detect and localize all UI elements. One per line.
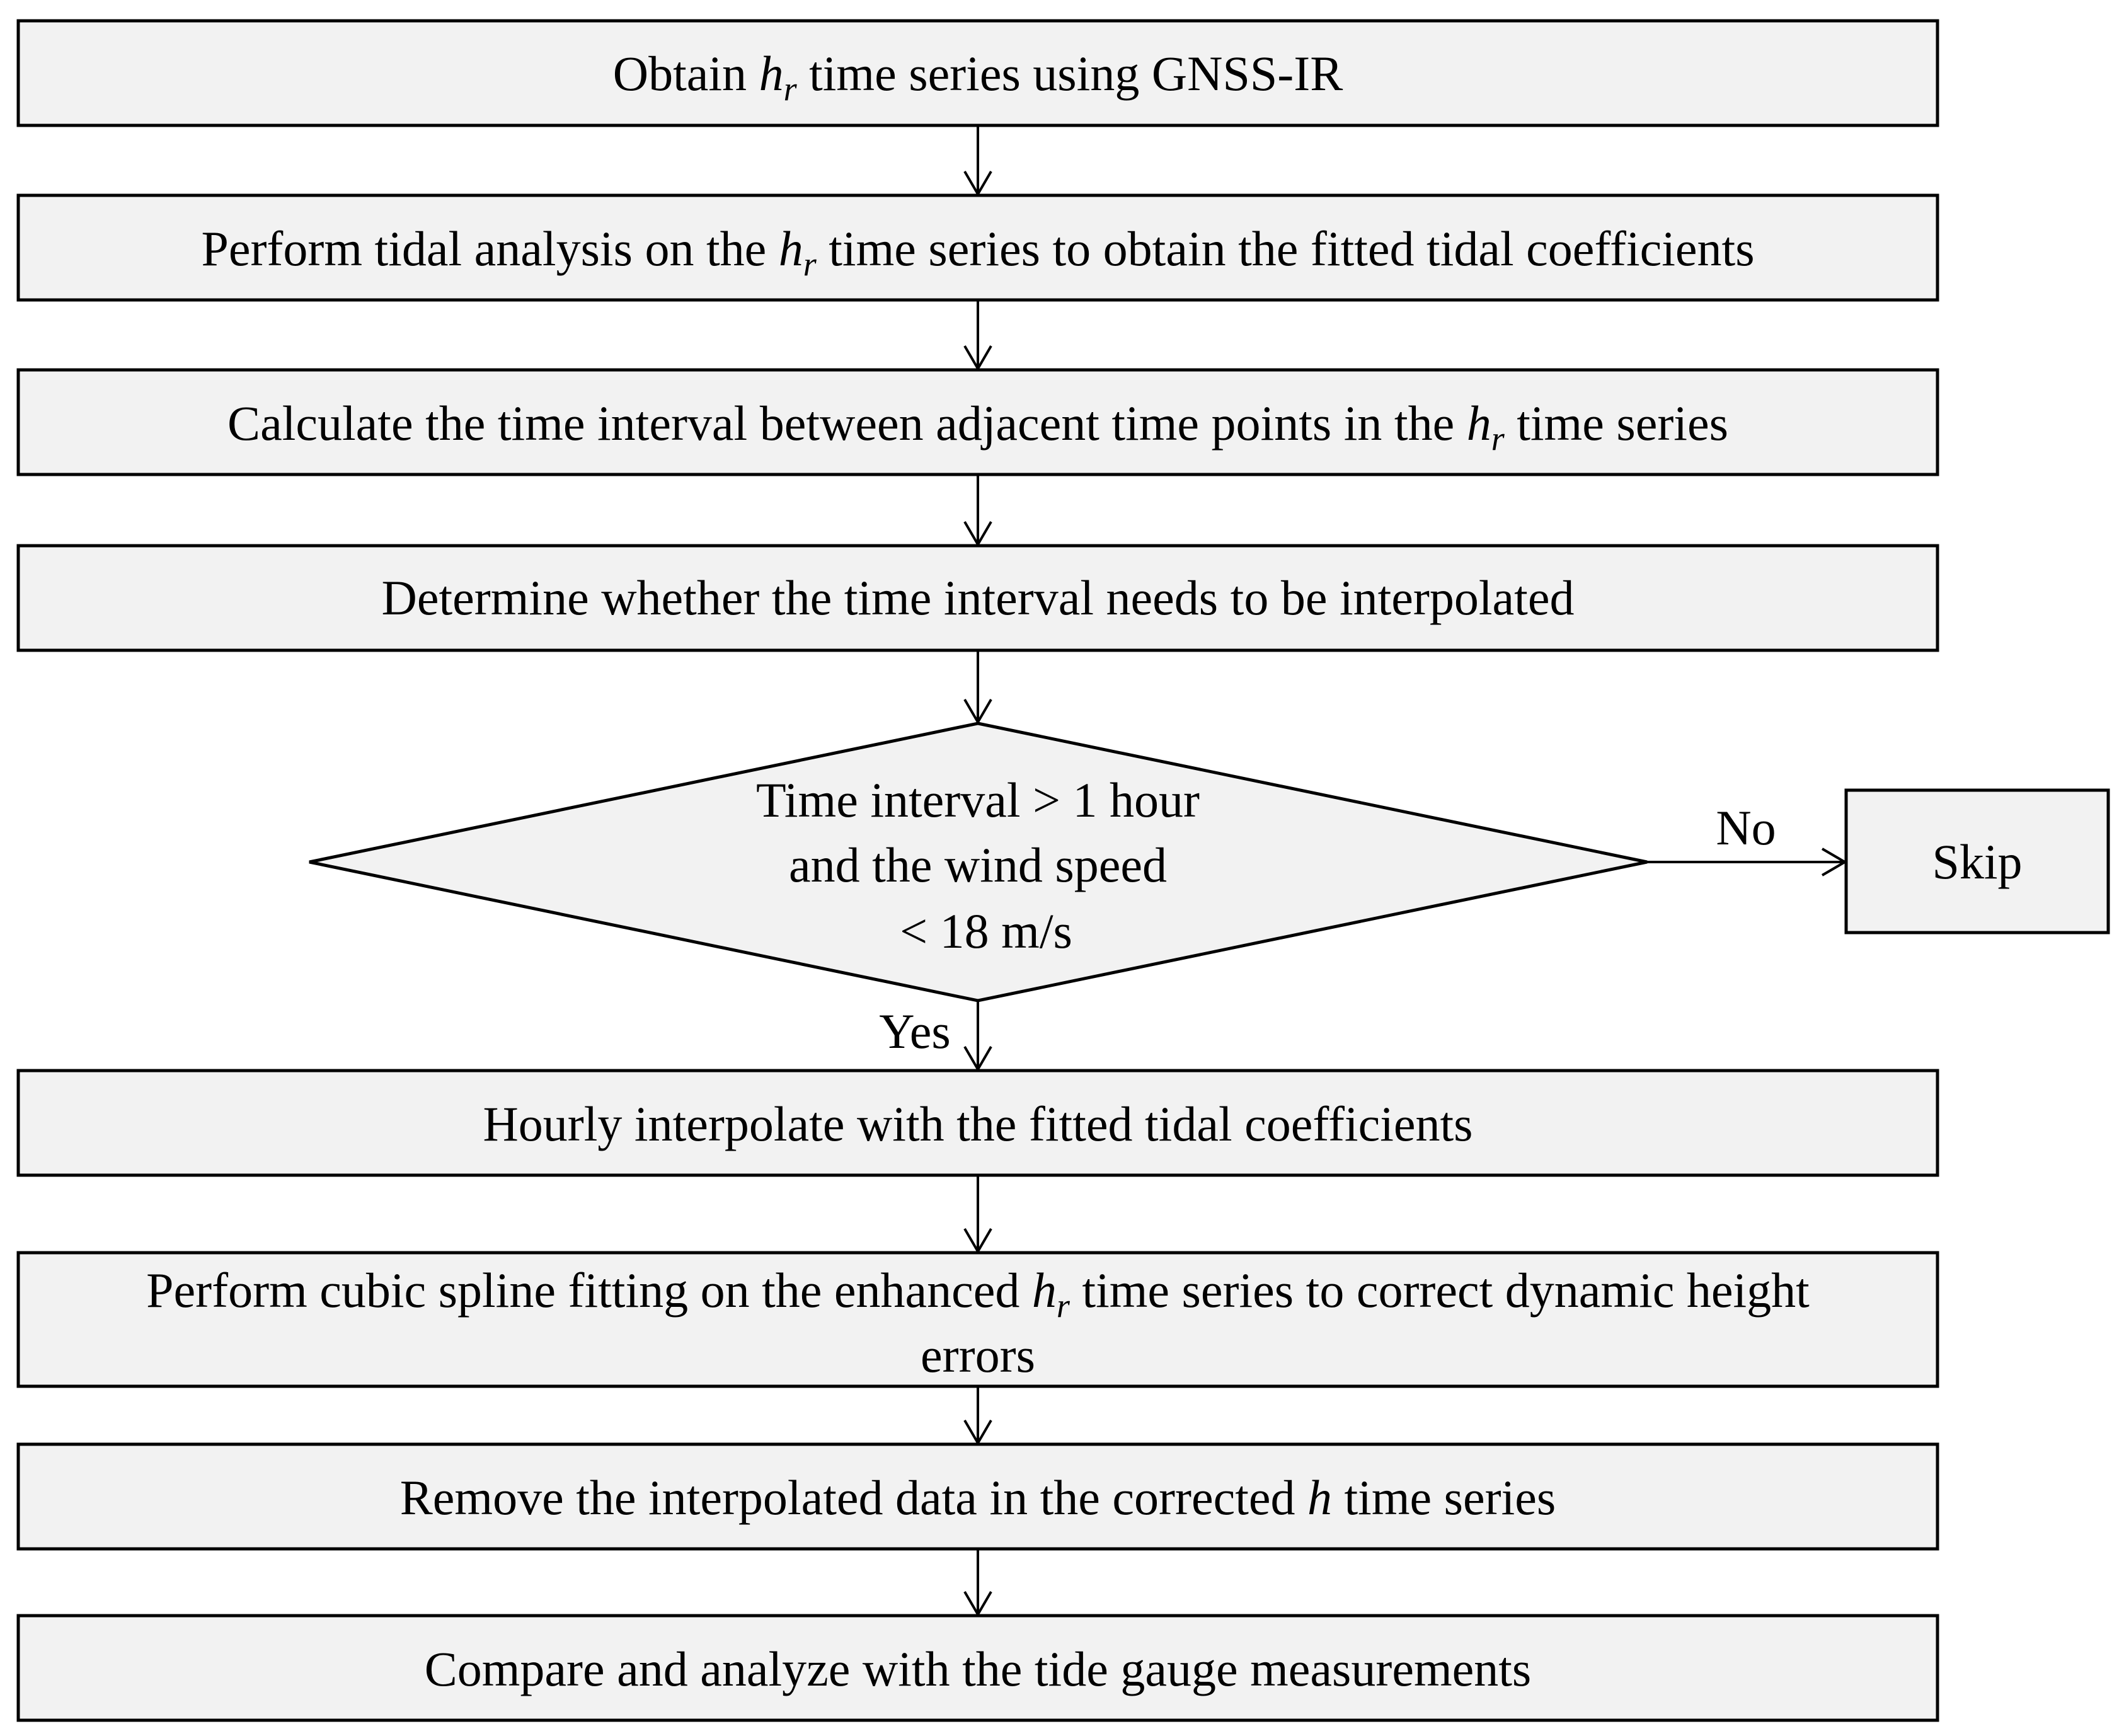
yes-label: Yes bbox=[879, 1004, 951, 1059]
step-compare bbox=[18, 1616, 1937, 1720]
step-calc-interval bbox=[18, 370, 1937, 474]
step-compare-label: Compare and analyze with the tide gauge measurements bbox=[424, 1641, 1532, 1696]
arrow-2 bbox=[965, 300, 991, 369]
step-skip bbox=[1846, 790, 2108, 933]
decision-line-2: and the wind speed bbox=[788, 837, 1168, 892]
decision-line-3: < 18 m/s bbox=[900, 904, 1072, 958]
step-skip-label: Skip bbox=[1932, 834, 2023, 889]
arrow-yes bbox=[965, 1001, 991, 1069]
arrow-1 bbox=[965, 125, 991, 194]
step-cubic-spline-label-line-2: errors bbox=[921, 1328, 1035, 1382]
step-remove-interp bbox=[18, 1444, 1937, 1549]
step-cubic-spline bbox=[18, 1253, 1937, 1386]
decision-line-1: Time interval > 1 hour bbox=[755, 773, 1200, 827]
no-label: No bbox=[1716, 800, 1776, 855]
step-remove-interp-label: Remove the interpolated data in the corrected h time series bbox=[399, 1470, 1556, 1525]
step-cubic-spline-label-line-1: Perform cubic spline fitting on the enhanced $h_r$ time series to correct dynamic height bbox=[146, 1263, 1810, 1325]
arrow-6 bbox=[965, 1386, 991, 1443]
step-tidal-analysis-label: Perform tidal analysis on the $h_r$ time series to obtain the fitted tidal coefficients bbox=[201, 221, 1755, 283]
step-tidal-analysis bbox=[18, 195, 1937, 300]
step-obtain-hr-label: Obtain $h_r$ time series using GNSS-IR bbox=[612, 46, 1343, 108]
step-hourly-interp-label: Hourly interpolate with the fitted tidal coefficients bbox=[483, 1096, 1473, 1151]
step-determine-interp-label: Determine whether the time interval needs to be interpolated bbox=[381, 570, 1575, 625]
arrow-7 bbox=[965, 1549, 991, 1614]
arrow-4 bbox=[965, 650, 991, 722]
step-determine-interp bbox=[18, 546, 1937, 650]
decision-interval-wind bbox=[309, 723, 1647, 1001]
step-calc-interval-label: Calculate the time interval between adjacent time points in the $h_r$ time series bbox=[227, 396, 1728, 457]
arrow-5 bbox=[965, 1175, 991, 1251]
arrow-3 bbox=[965, 474, 991, 544]
step-obtain-hr bbox=[18, 21, 1937, 125]
step-hourly-interp bbox=[18, 1071, 1937, 1175]
